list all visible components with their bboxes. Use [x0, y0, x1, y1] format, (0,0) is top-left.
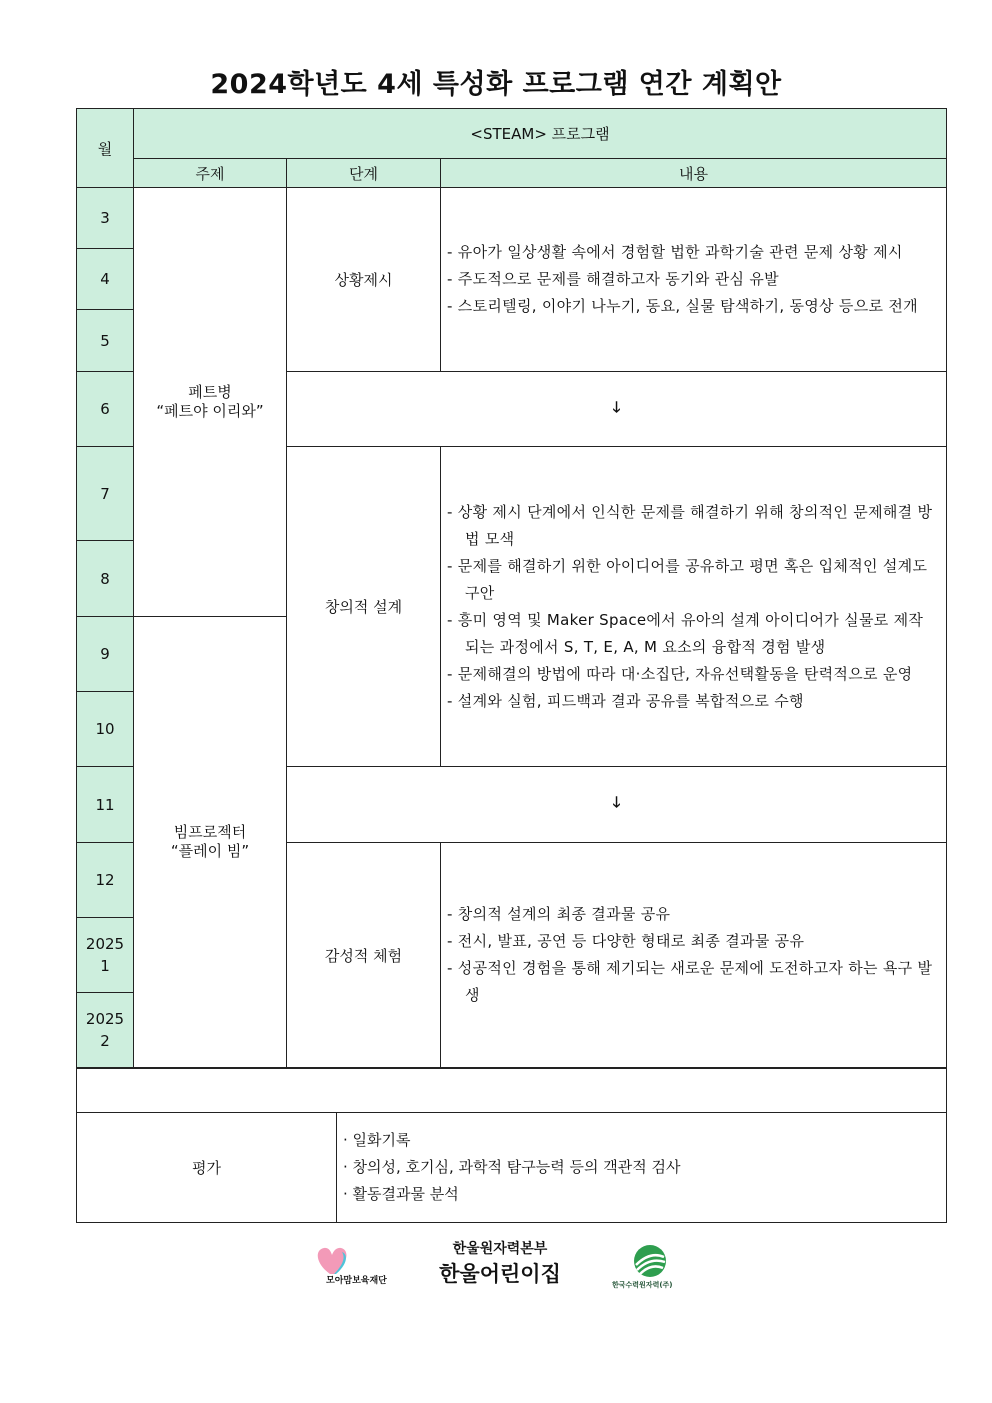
stage-creative-design: 창의적 설계	[287, 447, 441, 767]
topic-title: 페트병	[188, 383, 232, 401]
month-cell: 4	[77, 249, 134, 310]
annual-plan-table	[76, 108, 947, 1068]
stage-header: 단계	[287, 159, 441, 188]
month-cell: 12	[77, 843, 134, 918]
content-item: - 문제해결의 방법에 따라 대·소집단, 자유선택활동을 탄력적으로 운영	[447, 664, 913, 683]
arrow-down-icon: 🡓	[287, 372, 947, 447]
topic-subtitle: “플레이 빔”	[170, 842, 250, 860]
content-item: - 설계와 실험, 피드백과 결과 공유를 복합적으로 수행	[447, 691, 804, 710]
evaluation-item: · 일화기록	[343, 1131, 411, 1149]
evaluation-label: 평가	[77, 1113, 337, 1223]
month-cell: 8	[77, 541, 134, 617]
content-item: - 문제를 해결하기 위한 아이디어를 공유하고 평면 혹은 입체적인 설계도 구안	[447, 556, 928, 602]
page-title: 2024학년도 4세 특성화 프로그램 연간 계획안	[210, 69, 782, 100]
content-item: - 성공적인 경험을 통해 제기되는 새로운 문제에 도전하고자 하는 욕구 발생	[447, 959, 933, 1004]
evaluation-items	[337, 1113, 947, 1223]
evaluation-item: · 창의성, 호기심, 과학적 탐구능력 등의 객관적 검사	[343, 1158, 681, 1176]
topic-beamprojector	[134, 617, 287, 1068]
evaluation-item: · 활동결과물 분석	[343, 1185, 459, 1203]
arrow-down-icon: 🡓	[287, 767, 947, 843]
stage-emotional-experience-content	[441, 843, 947, 1068]
right-logo-text: 한국수력원자력(주)	[612, 1281, 673, 1289]
evaluation-table	[76, 1068, 947, 1223]
month-cell: 3	[77, 188, 134, 249]
org-name: 한울어린이집	[439, 1262, 561, 1286]
stage-situation-content	[441, 188, 947, 372]
month-cell: 2025 1	[77, 918, 134, 993]
topic-petbottle	[134, 188, 287, 617]
month-cell: 2025 2	[77, 993, 134, 1068]
stage-emotional-experience: 감성적 체험	[287, 843, 441, 1068]
month-header: 월	[77, 109, 134, 188]
blank-row	[77, 1069, 947, 1113]
program-header: <STEAM> 프로그램	[134, 109, 947, 159]
content-item: - 상황 제시 단계에서 인식한 문제를 해결하기 위해 창의적인 문제해결 방법 모색	[447, 502, 933, 548]
content-item: - 주도적으로 문제를 해결하고자 동기와 관심 유발	[447, 270, 779, 288]
month-cell: 7	[77, 447, 134, 541]
topic-header: 주제	[134, 159, 287, 188]
content-item: - 전시, 발표, 공연 등 다양한 형태로 최종 결과물 공유	[447, 932, 805, 950]
stage-creative-design-content	[441, 447, 947, 767]
content-item: - 스토리텔링, 이야기 나누기, 동요, 실물 탐색하기, 동영상 등으로 전개	[447, 297, 918, 315]
content-header: 내용	[441, 159, 947, 188]
topic-subtitle: “페트야 이리와”	[156, 402, 264, 420]
month-cell: 11	[77, 767, 134, 843]
content-item: - 흥미 영역 및 Maker Space에서 유아의 설계 아이디어가 실물로 제작되는 과정에서 S, T, E, A, M 요소의 융합적 경험 발생	[447, 610, 924, 656]
month-cell: 5	[77, 310, 134, 372]
content-item: - 유아가 일상생활 속에서 경험할 법한 과학기술 관련 문제 상황 제시	[447, 243, 903, 261]
stage-situation: 상황제시	[287, 188, 441, 372]
month-cell: 10	[77, 692, 134, 767]
month-cell: 6	[77, 372, 134, 447]
left-logo-text: 모아맘보육재단	[326, 1276, 387, 1286]
month-cell: 9	[77, 617, 134, 692]
content-item: - 창의적 설계의 최종 결과물 공유	[447, 905, 671, 923]
org-subtitle: 한울원자력본부	[452, 1241, 548, 1257]
topic-title: 빔프로젝터	[173, 823, 247, 841]
